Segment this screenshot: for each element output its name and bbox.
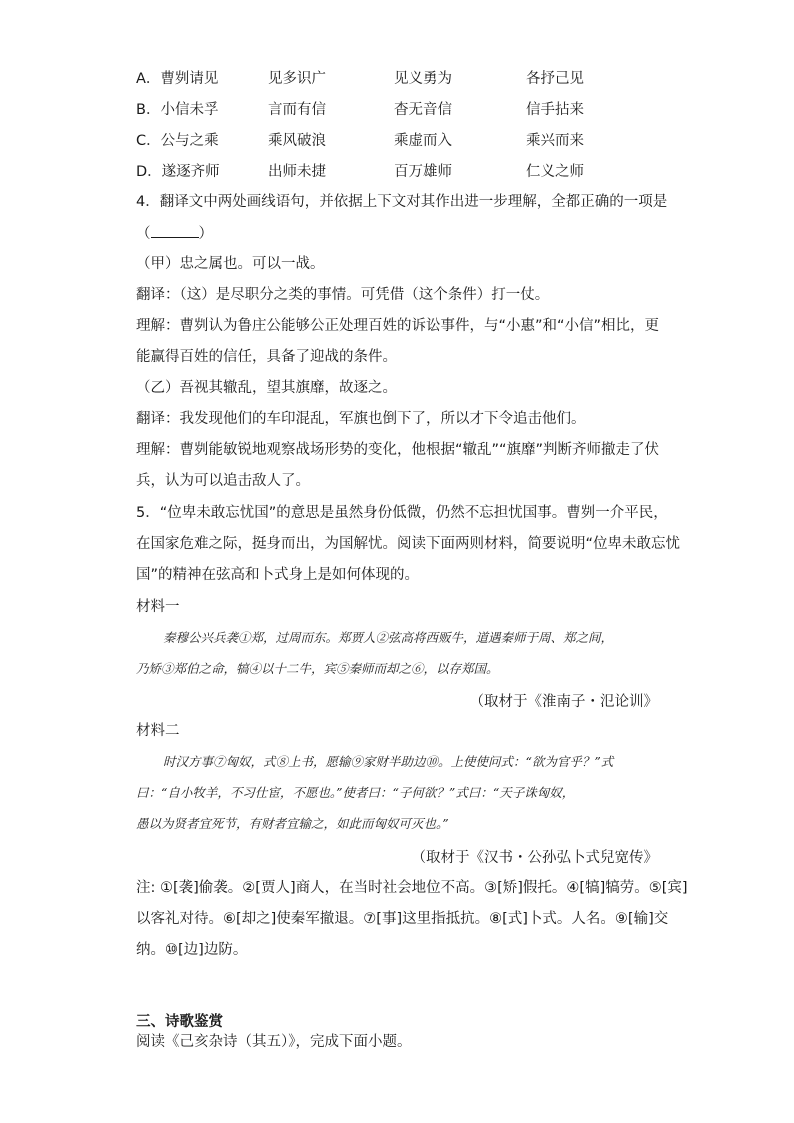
option-c-3: 乘虚而入 bbox=[394, 133, 452, 149]
q4-jia-understanding-1: 理解：曹刿认为鲁庄公能够公正处理百姓的诉讼事件，与“小惠”和“小信”相比，更 bbox=[136, 318, 660, 334]
option-a-3: 见义勇为 bbox=[394, 71, 452, 87]
option-b-1: B．小信未孚 bbox=[136, 102, 219, 118]
paren-close: ） bbox=[198, 226, 213, 242]
notes-line-1: 注: ①[袭]偷袭。②[贾人]商人，在当时社会地位不高。③[矫]假托。④[犒]犒劳。⑤[宾] bbox=[136, 880, 688, 896]
material2-title: 材料二 bbox=[136, 723, 180, 739]
material2-source: （取材于《汉书・公孙弘卜式兒宽传》 bbox=[411, 850, 658, 866]
option-b-2: 言而有信 bbox=[268, 102, 326, 118]
material2-line-2: 曰：“自小牧羊，不习仕宦，不愿也。”使者曰：“子何欲？”式曰：“天子诛匈奴， bbox=[136, 785, 575, 800]
material1-title: 材料一 bbox=[136, 599, 180, 615]
answer-blank[interactable] bbox=[151, 223, 199, 238]
q5-line-3: 国”的精神在弦高和卜式身上是如何体现的。 bbox=[136, 567, 420, 583]
material1-source: （取材于《淮南子・氾论训》 bbox=[469, 694, 658, 710]
q5-line-2: 在国家危难之际，挺身而出，为国解忧。阅读下面两则材料，简要说明“位卑未敢忘忧 bbox=[136, 536, 681, 552]
option-a-4: 各抒己见 bbox=[526, 71, 584, 87]
section3-heading: 三、诗歌鉴赏 bbox=[136, 1014, 223, 1030]
q4-answer-blank bbox=[136, 223, 213, 244]
option-d-4: 仁义之师 bbox=[526, 164, 584, 180]
q4-yi: （乙）吾视其辙乱，望其旗靡，故逐之。 bbox=[136, 380, 397, 396]
option-d-2: 出师未捷 bbox=[268, 164, 326, 180]
material1-line-2: 乃矫③郑伯之命，犒④以十二牛，宾⑤秦师而却之⑥，以存郑国。 bbox=[136, 661, 499, 676]
q4-jia-understanding-2: 能赢得百姓的信任，具备了迎战的条件。 bbox=[136, 349, 397, 365]
material2-line-3: 愚以为贤者宜死节，有财者宜输之，如此而匈奴可灭也。” bbox=[136, 816, 449, 831]
q4-stem: 4．翻译文中两处画线语句，并依据上下文对其作出进一步理解，全都正确的一项是 bbox=[136, 194, 668, 210]
option-d-1: D．遂逐齐师 bbox=[136, 164, 220, 180]
option-b-4: 信手拈来 bbox=[526, 102, 584, 118]
paren-open: （ bbox=[136, 226, 151, 242]
option-a-1: A．曹刿请见 bbox=[136, 71, 219, 87]
q4-yi-understanding-1: 理解：曹刿能敏锐地观察战场形势的变化，他根据“辙乱”“旗靡”判断齐师撤走了伏 bbox=[136, 442, 660, 458]
option-b-3: 杳无音信 bbox=[394, 102, 452, 118]
q4-yi-understanding-2: 兵，认为可以追击敌人了。 bbox=[136, 473, 310, 489]
q5-line-1: 5．“位卑未敢忘忧国”的意思是虽然身份低微，仍然不忘担忧国事。曹刿一介平民， bbox=[136, 505, 668, 521]
option-c-1: C．公与之乘 bbox=[136, 133, 219, 149]
notes-line-3: 纳。⑩[边]边防。 bbox=[136, 942, 248, 958]
section3-intro: 阅读《己亥杂诗（其五）》，完成下面小题。 bbox=[136, 1034, 412, 1050]
material1-line-1: 秦穆公兴兵袭①郑，过周而东。郑贾人②弦高将西贩牛，道遇秦师于周、郑之间， bbox=[163, 630, 614, 645]
q4-jia: （甲）忠之属也。可以一战。 bbox=[136, 256, 325, 272]
option-d-3: 百万雄师 bbox=[394, 164, 452, 180]
q4-jia-translation: 翻译：（这）是尽职分之类的事情。可凭借（这个条件）打一仗。 bbox=[136, 287, 550, 303]
notes-line-2: 以客礼对待。⑥[却之]使秦军撤退。⑦[事]这里指抵抗。⑧[式]卜式。人名。⑨[输]交 bbox=[136, 911, 669, 927]
material2-line-1: 时汉方事⑦匈奴，式⑧上书，愿输⑨家财半助边⑩。上使使问式：“欲为官乎？”式 bbox=[163, 754, 614, 769]
option-c-2: 乘风破浪 bbox=[268, 133, 326, 149]
option-c-4: 乘兴而来 bbox=[526, 133, 584, 149]
q4-yi-translation: 翻译：我发现他们的车印混乱，军旗也倒下了，所以才下令追击他们。 bbox=[136, 411, 586, 427]
option-a-2: 见多识广 bbox=[268, 71, 326, 87]
